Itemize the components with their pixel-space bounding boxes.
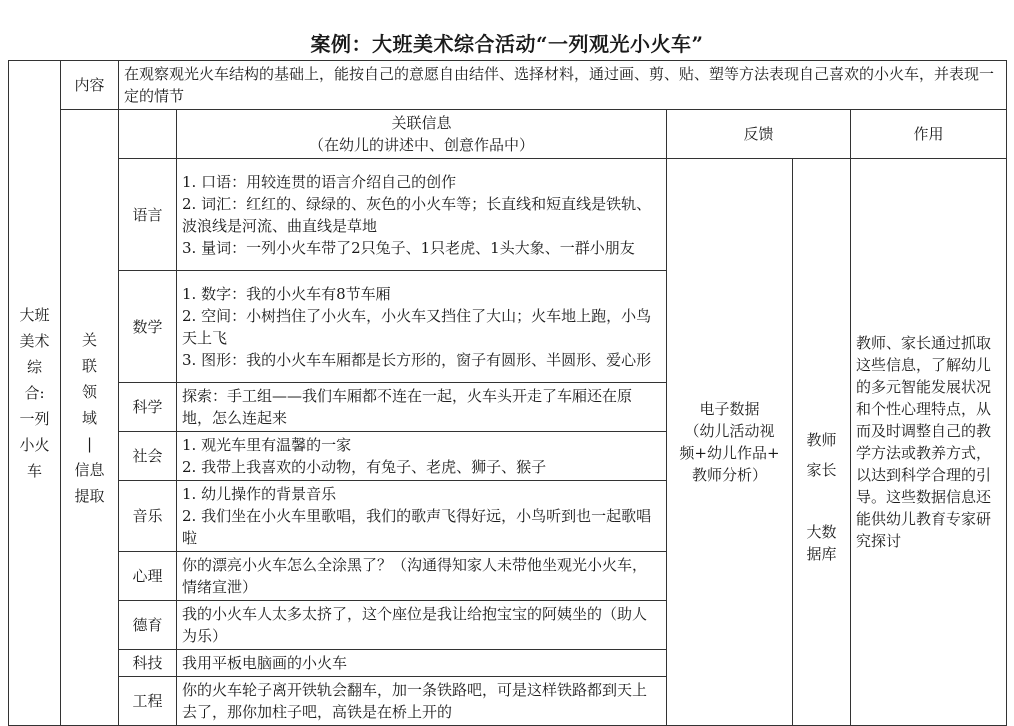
info-moral: 我的小火车人太多太挤了，这个座位是我让给抱宝宝的阿姨坐的（助人为乐） bbox=[177, 601, 667, 650]
feedback-targets-cell bbox=[793, 159, 851, 726]
domain-language: 语言 bbox=[119, 159, 177, 271]
info-social: 1. 观光车里有温馨的一家 2. 我带上我喜欢的小动物，有兔子、老虎、狮子、猴子 bbox=[177, 432, 667, 481]
domain-moral: 德育 bbox=[119, 601, 177, 650]
activity-label-cell bbox=[9, 61, 61, 726]
domain-technology: 科技 bbox=[119, 650, 177, 677]
info-music: 1. 幼儿操作的背景音乐 2. 我们坐在小火车里歌唱，我们的歌声飞得好远，小鸟听到也一起歌唱啦 bbox=[177, 481, 667, 552]
info-language: 1. 口语：用较连贯的语言介绍自己的创作 2. 词汇：红红的、绿绿的、灰色的小火车等；长直线和短直线是铁轨、波浪线是河流、曲直线是草地 3. 量词：一列小火车带了2只兔子、1只老虎、1头大象、一群小朋友 bbox=[177, 159, 667, 271]
activity-label: 大班 美术 综 合: 一列 小火 车 bbox=[19, 306, 50, 480]
domain-label-cell bbox=[61, 110, 119, 726]
effect-text: 教师、家长通过抓取这些信息，了解幼儿的多元智能发展状况和个性心理特点，从而及时调整自己的教学方法或教养方式，以达到科学合理的引导。这些数据信息还能供幼儿教育专家研究探讨 bbox=[851, 159, 1007, 726]
feedback-database-1: 大数 bbox=[806, 523, 837, 541]
info-math: 1. 数字：我的小火车有8节车厢 2. 空间：小树挡住了小火车，小火车又挡住了大山；火车地上跑，小鸟天上飞 3. 图形：我的小火车车厢都是长方形的，窗子有圆形、半圆形、爱心形 bbox=[177, 271, 667, 383]
domain-math: 数学 bbox=[119, 271, 177, 383]
info-psychology: 你的漂亮小火车怎么全涂黑了？（沟通得知家人未带他坐观光小火车，情绪宣泄） bbox=[177, 552, 667, 601]
feedback-data-cell bbox=[667, 159, 793, 726]
info-science: 探索：手工组——我们车厢都不连在一起，火车头开走了车厢还在原地，怎么连起来 bbox=[177, 383, 667, 432]
header-blank bbox=[119, 110, 177, 159]
info-engineering: 你的火车轮子离开铁轨会翻车，加一条铁路吧，可是这样铁路都到天上去了，那你加柱子吧，高铁是在桥上开的 bbox=[177, 677, 667, 726]
domain-psychology: 心理 bbox=[119, 552, 177, 601]
feedback-teacher: 教师 bbox=[806, 431, 837, 449]
page-title: 案例：大班美术综合活动“一列观光小火车” bbox=[310, 32, 704, 56]
domain-label: 关 联 领 域 | 信息 提取 bbox=[74, 330, 105, 505]
info-technology: 我用平板电脑画的小火车 bbox=[177, 650, 667, 677]
feedback-data: 电子数据 （幼儿活动视 频+幼儿作品+ 教师分析） bbox=[679, 400, 780, 484]
activity-table bbox=[8, 60, 1007, 726]
header-effect: 作用 bbox=[851, 110, 1007, 159]
domain-music: 音乐 bbox=[119, 481, 177, 552]
header-feedback: 反馈 bbox=[667, 110, 851, 159]
content-label: 内容 bbox=[61, 61, 119, 110]
domain-social: 社会 bbox=[119, 432, 177, 481]
content-text: 在观察观光火车结构的基础上，能按自己的意愿自由结伴、选择材料，通过画、剪、贴、塑等方法表现自己喜欢的小火车，并表现一定的情节 bbox=[119, 61, 1007, 110]
feedback-parent: 家长 bbox=[806, 461, 837, 479]
feedback-database-2: 据库 bbox=[806, 545, 837, 563]
header-info: 关联信息 （在幼儿的讲述中、创意作品中） bbox=[177, 110, 667, 159]
domain-engineering: 工程 bbox=[119, 677, 177, 726]
domain-science: 科学 bbox=[119, 383, 177, 432]
